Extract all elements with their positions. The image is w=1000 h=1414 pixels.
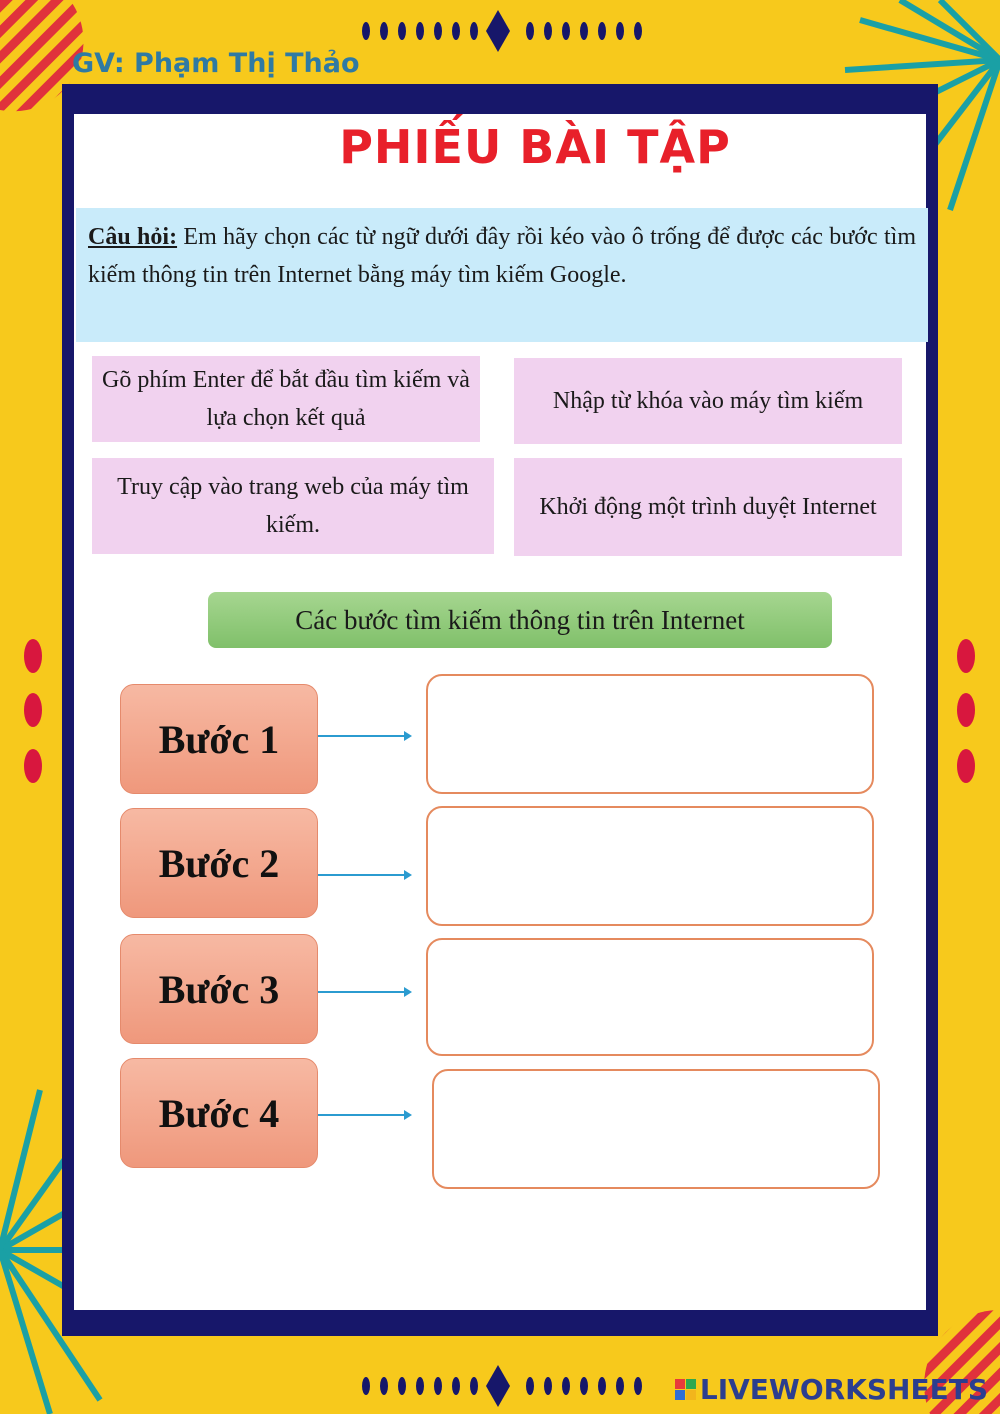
step-1-label: Bước 1 — [120, 684, 318, 794]
drag-option-3[interactable]: Truy cập vào trang web của máy tìm kiếm. — [92, 458, 494, 554]
step-4-arrow — [318, 1114, 410, 1116]
question-box — [76, 208, 928, 342]
logo-mark-icon — [675, 1379, 696, 1400]
logo-text: LIVEWORKSHEETS — [699, 1373, 988, 1406]
drag-option-1[interactable]: Gõ phím Enter để bắt đầu tìm kiếm và lựa chọn kết quả — [92, 356, 480, 442]
drag-option-4[interactable]: Khởi động một trình duyệt Internet — [514, 458, 902, 556]
steps-heading: Các bước tìm kiếm thông tin trên Internet — [208, 592, 832, 648]
liveworksheets-logo — [675, 1373, 988, 1406]
step-3-label: Bước 3 — [120, 934, 318, 1044]
step-3-arrow — [318, 991, 410, 993]
drag-option-2[interactable]: Nhập từ khóa vào máy tìm kiếm — [514, 358, 902, 444]
question-text: Em hãy chọn các từ ngữ dưới đây rồi kéo vào ô trống để được các bước tìm kiếm thông tin trên Internet bằng máy tìm kiếm Google. — [88, 224, 917, 288]
step-4-label: Bước 4 — [120, 1058, 318, 1168]
step-1-arrow — [318, 735, 410, 737]
worksheet-title: PHIẾU BÀI TẬP — [339, 120, 731, 174]
step-1-drop-zone[interactable] — [426, 674, 874, 794]
step-2-drop-zone[interactable] — [426, 806, 874, 926]
step-2-label: Bước 2 — [120, 808, 318, 918]
question-label: Câu hỏi: — [88, 224, 178, 250]
step-3-drop-zone[interactable] — [426, 938, 874, 1056]
step-2-arrow — [318, 874, 410, 876]
teacher-name: GV: Phạm Thị Thảo — [72, 48, 360, 79]
step-4-drop-zone[interactable] — [432, 1069, 880, 1189]
